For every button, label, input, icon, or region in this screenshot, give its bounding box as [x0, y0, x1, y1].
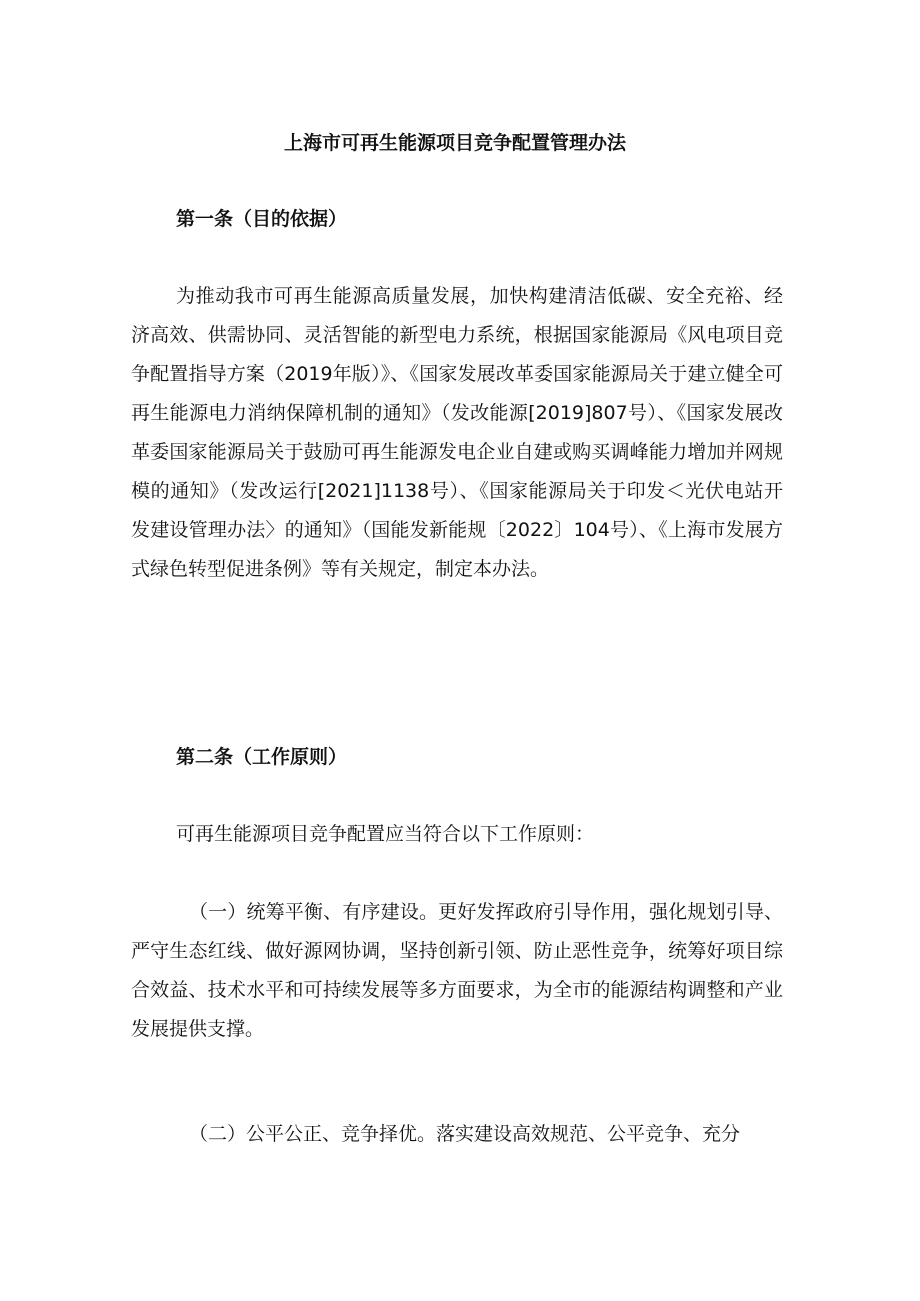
article-2-intro: 可再生能源项目竞争配置应当符合以下工作原则： [176, 823, 595, 845]
article-1-body: 为推动我市可再生能源高质量发展，加快构建清洁低碳、安全充裕、经济高效、供需协同、灵活智能的新型电力系统，根据国家能源局《风电项目竞争配置指导方案（2019年版）》、《国家发展改革委国家能源局关于建立健全可再生能源电力消纳保障机制的通知》（发改能源[2019]807号）、《国家发展改革委国家能源局关于鼓励可再生能源发电企业自建或购买调峰能力增加并网规模的通知》（发改运行[2021]1138号）、《国家能源局关于印发＜光伏电站开发建设管理办法〉的通知》（国能发新能规〔2022〕104号）、《上海市发展方式绿色转型促进条例》等有关规定，制定本办法。 [131, 285, 783, 580]
article-2-item-1: （一）统筹平衡、有序建设。更好发挥政府引导作用，强化规划引导、严守生态红线、做好源网协调，坚持创新引领、防止恶性竞争，统筹好项目综合效益、技术水平和可持续发展等多方面要求，为全市的能源结构调整和产业发展提供支撑。 [131, 901, 783, 1040]
document-title: 上海市可再生能源项目竞争配置管理办法 [283, 132, 626, 154]
article-1-heading: 第一条（目的依据） [176, 208, 348, 230]
article-2-item-2: （二）公平公正、竞争择优。落实建设高效规范、公平竞争、充分 [189, 1123, 741, 1145]
article-2-heading: 第二条（工作原则） [176, 746, 348, 768]
